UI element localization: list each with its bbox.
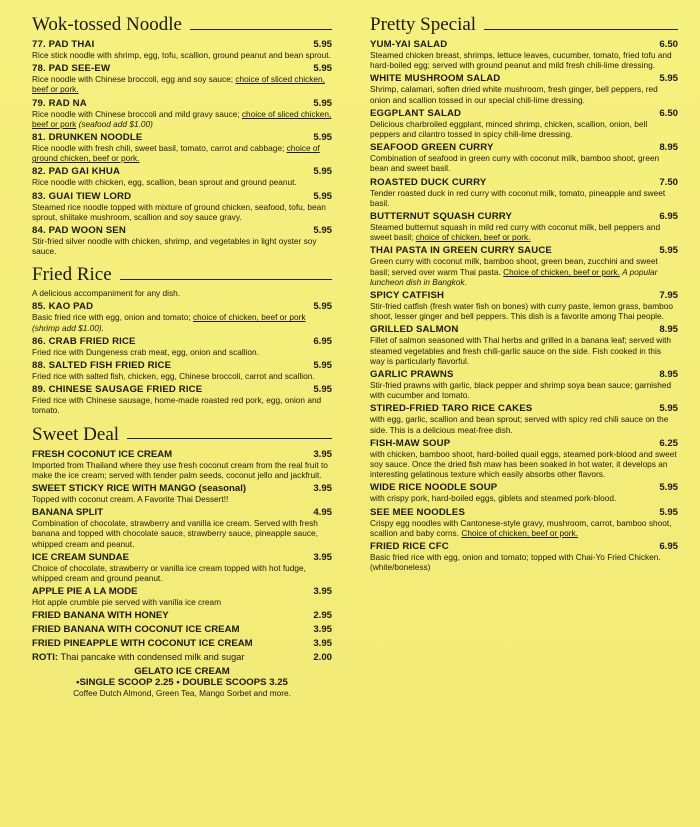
menu-item	[370, 73, 678, 104]
menu-item-row	[370, 541, 678, 552]
menu-item-name: 77. PAD THAI	[32, 39, 95, 50]
menu-item-desc-text: Rice noodle with Chinese broccoli, egg and soy sauce;	[32, 74, 234, 85]
menu-item-desc-text: Tender roasted duck in red curry with coconut milk, tomato, pineapple and sweet basil.	[370, 187, 666, 208]
menu-item-desc-text: Rice noodle with chicken, egg, scallion, bean sprout and ground peanut.	[32, 177, 297, 188]
menu-item-description	[32, 395, 332, 415]
menu-item-price: 5.95	[313, 132, 332, 144]
menu-item-row	[32, 384, 332, 395]
menu-item-choice: choice of sliced chicken, beef or pork.	[32, 74, 325, 95]
noodle-list	[32, 39, 332, 256]
rice-list	[32, 301, 332, 415]
menu-item-name: EGGPLANT SALAD	[370, 107, 462, 119]
menu-item-row	[370, 73, 678, 84]
menu-item-description	[32, 236, 332, 256]
menu-item-name: GRILLED SALMON	[370, 324, 459, 336]
menu-item-description	[32, 460, 332, 480]
menu-item-row	[32, 132, 332, 143]
menu-item-row	[370, 438, 678, 449]
menu-item-price: 5.95	[313, 190, 332, 202]
menu-item-desc-text: Basic fried rice with egg, onion and tomato; topped with Chai-Yo Fried Chicken. (white/boneless)	[370, 552, 661, 573]
menu-item-price: 5.95	[659, 403, 678, 415]
menu-item	[370, 245, 678, 287]
menu-item-name: BUTTERNUT SQUASH CURRY	[370, 211, 513, 223]
menu-item-description	[370, 119, 678, 139]
menu-item-name: FRIED PINEAPPLE WITH COCONUT ICE CREAM	[32, 638, 253, 650]
menu-item-note: A popular luncheon dish in Bangkok.	[370, 266, 658, 287]
menu-item-name: 84. PAD WOON SEN	[32, 225, 126, 237]
menu-item-row	[370, 482, 678, 493]
menu-item-description	[32, 202, 332, 222]
section-divider	[190, 29, 332, 30]
menu-item-row	[32, 610, 332, 621]
menu-item	[32, 39, 332, 60]
gelato-block	[32, 666, 332, 698]
menu-item-desc-text: Steamed butternut squash in mild red curry with coconut milk, bell peppers and sweet basil;	[370, 222, 661, 243]
menu-item-desc-text: Steamed rice noodle topped with mixture of ground chicken, seafood, tofu, bean sprout, shiitake mushroom, scallion and soy sauce gravy.	[32, 201, 326, 222]
menu-item-desc-text: with egg, garlic, scallion and bean sprout; served with spicy red chili sauce on the side. This is a delicious meat-free dish.	[370, 414, 669, 435]
menu-item	[32, 225, 332, 256]
menu-item-price: 8.95	[659, 369, 678, 381]
menu-item	[370, 211, 678, 242]
menu-item-desc-text: Choice of chocolate, strawberry or vanilla ice cream topped with hot fudge, whipped cream and ground peanut.	[32, 562, 306, 584]
menu-item-row	[32, 483, 332, 494]
menu-item-price: 6.50	[659, 39, 678, 50]
menu-item-desc-text: Basic fried rice with egg, onion and tomato;	[32, 312, 191, 323]
menu-item-row	[32, 507, 332, 518]
menu-item-row	[370, 369, 678, 380]
menu-item-name: BANANA SPLIT	[32, 507, 104, 519]
menu-item-price: 8.95	[659, 324, 678, 336]
menu-item-description	[370, 449, 678, 480]
menu-item-description	[370, 256, 678, 287]
roti-item	[32, 652, 332, 663]
menu-item-description	[32, 371, 332, 381]
menu-item-price: 5.95	[659, 506, 678, 518]
menu-item-name: THAI PASTA IN GREEN CURRY SAUCE	[370, 245, 552, 257]
menu-item-row	[32, 191, 332, 202]
menu-item-row	[370, 245, 678, 256]
menu-item-description	[370, 222, 678, 242]
menu-item-name: YUM-YAI SALAD	[370, 39, 448, 50]
menu-item-desc-text: with crispy pork, hard-boiled eggs, giblets and steamed pork-blood.	[370, 493, 617, 504]
menu-item-row	[32, 39, 332, 50]
menu-item-price: 5.95	[313, 225, 332, 237]
menu-item-name: APPLE PIE A LA MODE	[32, 586, 138, 598]
menu-item-price: 5.95	[313, 166, 332, 178]
menu-item-desc-text: Delicious charbroiled eggplant, minced shrimp, chicken, scallion, onion, bell peppers and cilantro tossed in spicy chili-lime dressing.	[370, 118, 648, 140]
menu-item-desc-text: Topped with coconut cream. A Favorite Thai Dessert!!	[32, 494, 229, 505]
menu-item-desc-text: Combination of seafood in green curry with coconut milk, bamboo shoot, green bean and sweet basil.	[370, 153, 660, 174]
menu-item-price: 5.95	[659, 73, 678, 85]
right-column	[370, 14, 678, 573]
menu-item-row	[370, 290, 678, 301]
menu-item-description	[370, 50, 678, 70]
menu-item-desc-text: Combination of chocolate, strawberry and vanilla ice cream. Served with fresh banana and topped with chocolate sauce, strawberry sauce, pineapple sauce, whipped cream and peanut.	[32, 518, 318, 549]
menu-item-choice: choice of chicken, beef or pork.	[415, 232, 531, 243]
menu-item-desc-text: Fillet of salmon seasoned with Thai herbs and grilled in a banana leaf; served with steamed vegetables and fresh chili-garlic sauce on the side. Fish cooked in this way is particularly flavorful.	[370, 335, 672, 366]
section-divider	[127, 438, 332, 439]
special-section-header	[370, 14, 678, 36]
menu-item	[32, 132, 332, 163]
menu-item-name: 83. GUAI TIEW LORD	[32, 190, 132, 202]
menu-item-desc-text: Green curry with coconut milk, bamboo shoot, green bean, zucchini and sweet basil; served over warm Thai pasta.	[370, 256, 658, 277]
menu-item-price: 7.95	[659, 290, 678, 302]
menu-item-description	[32, 74, 332, 94]
menu-item-price: 3.95	[313, 638, 332, 650]
menu-item-row	[32, 336, 332, 347]
menu-item-choice: choice of ground chicken, beef or pork.	[32, 143, 320, 164]
menu-item-name: SEAFOOD GREEN CURRY	[370, 142, 494, 154]
menu-item-price: 3.95	[313, 586, 332, 598]
menu-item-desc-text: Rice noodle with fresh chili, sweet basil, tomato, carrot and cabbage;	[32, 143, 285, 154]
menu-item-price: 5.95	[659, 245, 678, 257]
menu-item-description	[32, 109, 332, 129]
menu-item-row	[32, 225, 332, 236]
menu-item	[370, 438, 678, 480]
menu-item-description	[32, 494, 332, 504]
menu-item-description	[32, 563, 332, 583]
menu-item	[32, 360, 332, 381]
menu-item-desc-text: Rice noodle with Chinese broccoli and mild gravy sauce;	[32, 108, 240, 119]
menu-item-price: 4.95	[313, 507, 332, 519]
menu-item-name: WIDE RICE NOODLE SOUP	[370, 482, 498, 494]
menu-item	[32, 98, 332, 129]
menu-item-row	[32, 98, 332, 109]
menu-item-choice: choice of sliced chicken, beef or pork	[32, 108, 332, 129]
menu-item	[370, 177, 678, 208]
menu-item-description	[32, 518, 332, 549]
menu-item	[370, 369, 678, 400]
menu-item-name: FRESH COCONUT ICE CREAM	[32, 448, 173, 460]
menu-item-price: 5.95	[313, 39, 332, 50]
roti-desc: Thai pancake with condensed milk and sugar	[60, 652, 245, 663]
menu-item-description	[370, 493, 678, 503]
menu-item-row	[370, 507, 678, 518]
menu-item-name: FRIED BANANA WITH COCONUT ICE CREAM	[32, 624, 240, 636]
menu-item-desc-text: Fried rice with Dungeness crab meat, egg, onion and scallion.	[32, 346, 259, 357]
menu-item-description	[32, 50, 332, 60]
menu-item	[370, 403, 678, 434]
menu-item-row	[32, 624, 332, 635]
menu-item-name: ICE CREAM SUNDAE	[32, 551, 130, 563]
noodle-section-title: Wok-tossed Noodle	[32, 14, 182, 35]
menu-item-row	[370, 324, 678, 335]
menu-item-name: STIRED-FRIED TARO RICE CAKES	[370, 403, 533, 415]
menu-item-price: 5.95	[313, 301, 332, 313]
menu-item-description	[370, 84, 678, 104]
menu-item-row	[32, 301, 332, 312]
rice-section-title: Fried Rice	[32, 264, 112, 286]
deal-list	[32, 449, 332, 650]
menu-item	[32, 638, 332, 649]
menu-item-choice: choice of chicken, beef or pork	[192, 312, 306, 323]
rice-intro: A delicious accompaniment for any dish.	[32, 288, 181, 299]
menu-item-price: 5.95	[313, 360, 332, 372]
menu-item-description	[32, 177, 332, 187]
menu-item	[370, 507, 678, 538]
menu-item-desc-text: Rice stick noodle with shrimp, egg, tofu, scallion, ground peanut and bean sprout.	[32, 50, 331, 60]
menu-item	[370, 142, 678, 173]
menu-item-price: 6.25	[659, 437, 678, 449]
menu-item-desc-text: Stir-fried silver noodle with chicken, shrimp, and vegetables in light oyster soy sauce.	[32, 236, 317, 257]
menu-item-name: 78. PAD SEE-EW	[32, 63, 111, 75]
menu-item-choice: Choice of chicken, beef or pork.	[503, 266, 620, 277]
menu-item-description	[370, 552, 678, 572]
menu-item-price: 5.95	[313, 384, 332, 396]
menu-item-price: 7.50	[659, 176, 678, 188]
gelato-flavors: Coffee Dutch Almond, Green Tea, Mango Sorbet and more.	[73, 688, 291, 699]
menu-item-description	[370, 335, 678, 366]
menu-item	[370, 482, 678, 503]
menu-item-desc-text: Hot apple crumble pie served with vanilla ice cream	[32, 597, 222, 608]
deal-section-header	[32, 424, 332, 446]
menu-item-name: ROASTED DUCK CURRY	[370, 176, 487, 188]
menu-item-note: (shrimp add $1.00).	[32, 322, 104, 333]
menu-item-name: 81. DRUNKEN NOODLE	[32, 132, 143, 144]
menu-item-row	[370, 211, 678, 222]
menu-item	[370, 290, 678, 321]
menu-item-row	[370, 403, 678, 414]
special-list	[370, 39, 678, 573]
menu-item	[32, 449, 332, 480]
menu-item-description	[32, 312, 332, 332]
menu-item-description	[32, 143, 332, 163]
section-divider	[120, 279, 332, 280]
menu-item	[370, 541, 678, 572]
menu-item-name: SWEET STICKY RICE WITH MANGO (seasonal)	[32, 483, 247, 495]
left-column	[32, 14, 332, 698]
menu-item-desc-text: Crispy egg noodles with Cantonese-style gravy, mushroom, carrot, bamboo shoot, scallion and baby corns.	[370, 517, 672, 538]
menu-item-row	[32, 586, 332, 597]
menu-item-price: 6.95	[659, 211, 678, 223]
menu-item-name: WHITE MUSHROOM SALAD	[370, 73, 501, 85]
menu-item-name: FRIED RICE CFC	[370, 541, 449, 553]
menu-item-name: GARLIC PRAWNS	[370, 369, 454, 381]
menu-item-row	[370, 177, 678, 188]
menu-item	[32, 166, 332, 187]
menu-item-name: SPICY CATFISH	[370, 290, 445, 302]
menu-item-price: 5.95	[659, 482, 678, 494]
menu-item-desc-text: Steamed chicken breast, shrimps, lettuce leaves, cucumber, tomato, fried tofu and hard-boiled egg; served with ground peanut and mild fresh chili-lime dressing.	[370, 50, 672, 71]
menu-item	[370, 108, 678, 139]
menu-item-row	[32, 552, 332, 563]
menu-item	[32, 384, 332, 415]
menu-item-desc-text: Shrimp, calamari, soften dried white mushroom, fresh ginger, bell peppers, red onion and scallion tossed in our special chili-lime dressing.	[370, 84, 658, 105]
menu-item-choice: Choice of chicken, beef or pork.	[461, 527, 579, 538]
menu-item-name: FRIED BANANA WITH HONEY	[32, 610, 169, 622]
menu-item-name: 85. KAO PAD	[32, 301, 94, 313]
menu-item-row	[32, 449, 332, 460]
menu-item-price: 6.95	[659, 541, 678, 553]
menu-item	[32, 63, 332, 94]
menu-item-name: 88. SALTED FISH FRIED RICE	[32, 360, 172, 372]
section-divider	[484, 29, 678, 30]
menu-item	[32, 336, 332, 357]
menu-item	[32, 552, 332, 583]
menu-item-desc-text: with chicken, bamboo shoot, hard-boiled quail eggs, steamed pork-blood and sweet soy sauce. Once the dried fish maw has been soaked in hot water, it develops an interesting gelatinous texture which easily absorbs other flavors.	[370, 448, 677, 480]
menu-item-note: (seafood add $1.00)	[78, 118, 153, 129]
menu-item-price: 6.50	[659, 107, 678, 119]
menu-item-price: 3.95	[313, 551, 332, 563]
menu-item	[32, 301, 332, 332]
menu-item	[370, 324, 678, 366]
menu-item-row	[32, 63, 332, 74]
menu-item-desc-text: Stir-fried prawns with garlic, black pepper and shrimp soya bean sauce; garnished with cucumber and tomato.	[370, 380, 672, 401]
menu-item-price: 3.95	[313, 624, 332, 636]
menu-item-description	[370, 301, 678, 321]
menu-item-row	[32, 638, 332, 649]
menu-item-row	[32, 166, 332, 177]
menu-item-description	[32, 597, 332, 607]
menu-item-row	[370, 108, 678, 119]
special-section-title: Pretty Special	[370, 14, 477, 35]
menu-item-row	[370, 39, 678, 50]
menu-item-description	[32, 347, 332, 357]
menu-item-desc-text: Imported from Thailand where they use fresh coconut cream from the real fruit to make the ice cream; served with tender palm seeds, coconut jello and jackfruit.	[32, 459, 328, 480]
menu-item-price: 3.95	[313, 483, 332, 495]
noodle-section-header	[32, 14, 332, 36]
menu-item-name: FISH-MAW SOUP	[370, 437, 451, 449]
menu-item	[32, 610, 332, 621]
menu-item-price: 5.95	[313, 97, 332, 109]
menu-item-desc-text: Stir-fried catfish (fresh water fish on bones) with curry paste, lemon grass, bamboo shoot, lesser ginger and bell peppers. This dish is a favorite among Thai people.	[370, 301, 673, 322]
menu-item-name: SEE MEE NOODLES	[370, 506, 466, 518]
menu-item	[32, 624, 332, 635]
menu-item	[32, 191, 332, 222]
menu-item-desc-text: Fried rice with salted fish, chicken, egg, Chinese broccoli, carrot and scallion.	[32, 371, 315, 382]
gelato-title: GELATO ICE CREAM	[134, 666, 230, 678]
menu-item-price: 5.95	[313, 63, 332, 75]
menu-item-desc-text: Fried rice with Chinese sausage, home-made roasted red pork, egg, onion and tomato.	[32, 395, 322, 416]
menu-item-row	[32, 360, 332, 371]
menu-item-description	[370, 518, 678, 538]
menu-item-price: 6.95	[313, 335, 332, 347]
menu-item-description	[370, 188, 678, 208]
gelato-scoops: •SINGLE SCOOP 2.25 • DOUBLE SCOOPS 3.25	[76, 677, 288, 689]
menu-item-name: 86. CRAB FRIED RICE	[32, 335, 136, 347]
menu-item	[32, 507, 332, 549]
menu-item-price: 2.95	[313, 610, 332, 622]
menu-item-name: 89. CHINESE SAUSAGE FRIED RICE	[32, 384, 203, 396]
menu-item-price: 8.95	[659, 142, 678, 154]
menu-item-description	[370, 153, 678, 173]
menu-item	[370, 39, 678, 70]
menu-item-price: 3.95	[313, 448, 332, 460]
menu-item-description	[370, 414, 678, 434]
menu-item	[32, 483, 332, 504]
roti-price: 2.00	[313, 652, 332, 664]
menu-item-description	[370, 380, 678, 400]
menu-item-name: 79. RAD NA	[32, 97, 87, 109]
rice-section-header	[32, 264, 332, 286]
menu-item-row	[370, 142, 678, 153]
deal-section-title: Sweet Deal	[32, 423, 120, 445]
menu-item-name: 82. PAD GAI KHUA	[32, 166, 121, 178]
roti-name: ROTI:	[32, 652, 59, 664]
menu-item	[32, 586, 332, 607]
